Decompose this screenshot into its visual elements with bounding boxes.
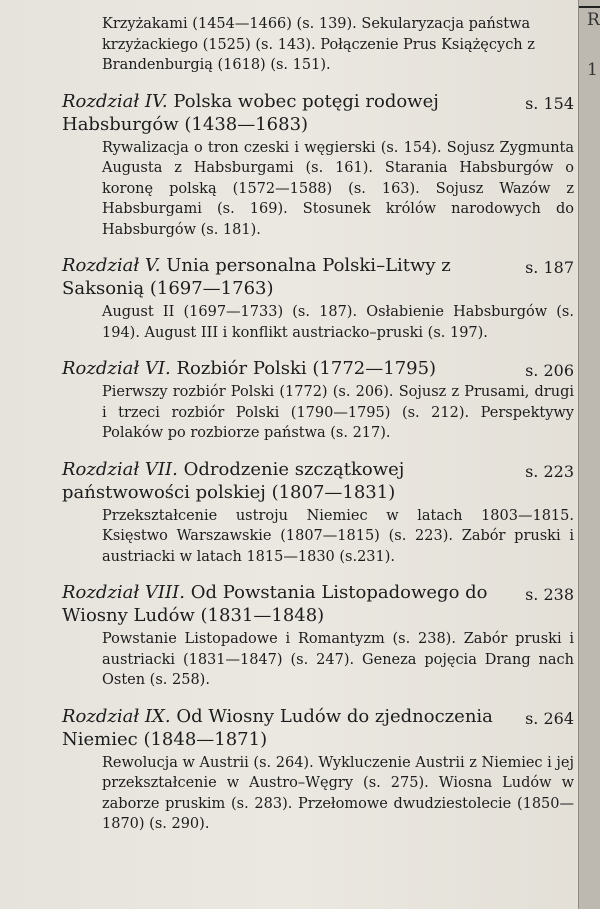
edge-glyph: R [587, 10, 600, 30]
chapter-description: August II (1697—1733) (s. 187). Osłabienie Habsburgów (s. 194). August III i konflikt austriacko–pruski (s. 197). [102, 304, 574, 341]
edge-glyph: 1 [587, 60, 598, 80]
page-number: s. 154 [525, 93, 574, 113]
page-number: s. 238 [525, 585, 574, 604]
chapter-description: Pierwszy rozbiór Polski (1772) (s. 206). Sojusz z Prusami, drugi i trzeci rozbiór Polski (1790—1795) (s. 212). Perspektywy Polaków po rozbiorze państwa (s. 217). [102, 384, 574, 441]
chapter-9 [62, 705, 574, 835]
chapter-7 [62, 458, 574, 568]
chapter-title [62, 254, 574, 300]
chapter-label: Rozdział VII. [62, 458, 178, 480]
divider [579, 6, 600, 8]
chapter-6 [62, 357, 574, 444]
chapter-label: Rozdział IX. [62, 705, 171, 727]
chapter-4 [62, 90, 574, 241]
chapter-name: Odrodzenie szczątkowej państwowości polskiej (1807—1831) [62, 458, 405, 503]
page-number: s. 223 [525, 461, 574, 481]
chapter-name: Unia personalna Polski–Litwy z Saksonią (1697—1763) [62, 255, 451, 299]
chapter-title [62, 90, 574, 136]
page-number: s. 187 [525, 258, 574, 277]
chapter-label: Rozdział IV. [62, 90, 168, 112]
table-of-contents [62, 14, 574, 835]
chapter-title [62, 705, 574, 751]
page-number: s. 264 [525, 708, 574, 728]
chapter-label: Rozdział VI. [62, 358, 171, 379]
chapter-description: Przekształcenie ustroju Niemiec w latach 1803—1815. Księstwo Warszawskie (1807—1815) (s. 223). Zabór pruski i austriacki w latach 1815—1830 (s.231). [102, 507, 574, 565]
chapter-name: Od Wiosny Ludów do zjednoczenia Niemiec (1848—1871) [62, 705, 493, 750]
chapter-title [62, 581, 574, 627]
chapter-label: Rozdział V. [62, 255, 161, 276]
chapter-description: Powstanie Listopadowe i Romantyzm (s. 238). Zabór pruski i austriacki (1831—1847) (s. 247). Geneza pojęcia Drang nach Osten (s. 258). [102, 631, 574, 688]
chapter-5 [62, 254, 574, 343]
chapter-label: Rozdział VIII. [62, 582, 185, 603]
chapter-description: Rewolucja w Austrii (s. 264). Wykluczenie Austrii z Niemiec i jej przekształcenie w Austro–Węgry (s. 275). Wiosna Ludów w zaborze pruskim (s. 283). Przełomowe dwudziestolecie (1850—1870) (s. 290). [102, 754, 574, 832]
next-page-edge [578, 0, 600, 909]
chapter-name: Od Powstania Listopadowego do Wiosny Ludów (1831—1848) [62, 582, 488, 626]
continuation-text: Krzyżakami (1454—1466) (s. 139). Sekularyzacja państwa krzyżackiego (1525) (s. 143). Połączenie Prus Książęcych z Brandenburgią (1618) (s. 151). [102, 16, 535, 73]
chapter-title [62, 458, 574, 504]
chapter-name: Polska wobec potęgi rodowej Habsburgów (1438—1683) [62, 90, 439, 135]
chapter-8 [62, 581, 574, 691]
page-number: s. 206 [525, 361, 574, 380]
chapter-title [62, 357, 574, 380]
chapter-name: Rozbiór Polski (1772—1795) [176, 358, 437, 379]
chapter-description: Rywalizacja o tron czeski i węgierski (s. 154). Sojusz Zygmunta Augusta z Habsburgami (s. 161). Starania Habsburgów o koronę polską (1572—1588) (s. 163). Sojusz Wazów z Habsburgami (s. 169). Stosunek królów narodowych do Habsburgów (s. 181). [102, 139, 574, 238]
